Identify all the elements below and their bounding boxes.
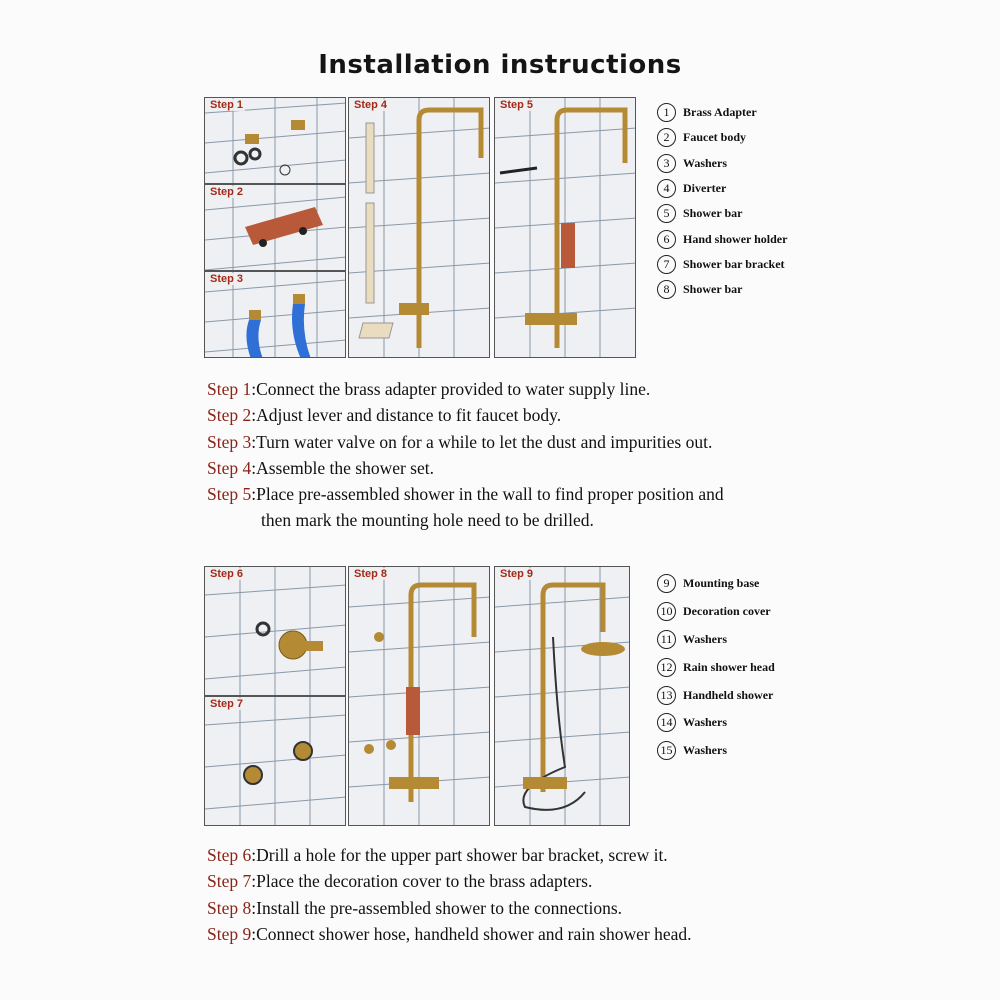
step-text: :Assemble the shower set. xyxy=(251,457,434,478)
step-label: Step 6 xyxy=(207,845,252,865)
step-text: :Adjust lever and distance to fit faucet body. xyxy=(251,405,562,426)
step-text: :Place pre-assembled shower in the wall to find proper position and xyxy=(251,484,724,505)
legend-number: 2 xyxy=(657,128,676,147)
legend-item xyxy=(657,277,787,302)
legend-item xyxy=(657,626,775,654)
parts-legend-top xyxy=(657,100,787,302)
step-text: :Place the decoration cover to the brass adapters. xyxy=(251,871,593,892)
step-label: Step 3 xyxy=(207,431,252,452)
step-7-illustration xyxy=(205,697,346,826)
legend-label: Decoration cover xyxy=(683,604,771,619)
legend-label: Washers xyxy=(683,715,728,730)
legend-item xyxy=(657,176,787,201)
panel-label: Step 3 xyxy=(210,273,244,285)
panel-step-1 xyxy=(204,97,346,184)
legend-label: Handheld shower xyxy=(683,687,774,702)
legend-number: 7 xyxy=(657,255,676,274)
legend-label: Diverter xyxy=(683,181,727,196)
legend-item xyxy=(657,570,775,598)
parts-legend-bottom xyxy=(657,570,775,765)
step-label: Step 8 xyxy=(207,897,252,918)
panel-step-2 xyxy=(204,184,346,271)
legend-number: 4 xyxy=(657,179,676,198)
step-line xyxy=(207,842,692,868)
step-text: then mark the mounting hole need to be drilled. xyxy=(261,510,594,531)
step-line xyxy=(207,402,724,428)
step-line xyxy=(207,481,724,507)
step-line xyxy=(207,921,692,947)
panel-label: Step 7 xyxy=(210,698,244,710)
step-text: :Turn water valve on for a while to let the dust and impurities out. xyxy=(251,431,713,452)
legend-number: 15 xyxy=(657,741,676,760)
step-line xyxy=(207,376,724,402)
panel-label: Step 5 xyxy=(500,99,534,111)
panel-step-3 xyxy=(204,271,346,358)
legend-label: Washers xyxy=(683,743,728,758)
legend-label: Shower bar xyxy=(683,282,743,297)
legend-number: 1 xyxy=(657,103,676,122)
legend-number: 5 xyxy=(657,204,676,223)
legend-number: 8 xyxy=(657,280,676,299)
steps-bottom xyxy=(207,842,692,947)
legend-number: 10 xyxy=(657,602,676,621)
panel-step-8 xyxy=(348,566,490,826)
step-text: :Connect the brass adapter provided to water supply line. xyxy=(251,379,651,399)
panel-step-6 xyxy=(204,566,346,696)
step-line xyxy=(207,429,724,455)
legend-number: 9 xyxy=(657,574,676,593)
panel-step-5 xyxy=(494,97,636,358)
step-line xyxy=(207,868,692,894)
legend-item xyxy=(657,151,787,176)
legend-item xyxy=(657,653,775,681)
legend-number: 13 xyxy=(657,686,676,705)
panel-label: Step 8 xyxy=(354,568,388,580)
step-text: :Drill a hole for the upper part shower bar bracket, screw it. xyxy=(251,845,668,865)
step-9-illustration xyxy=(495,567,630,826)
legend-item xyxy=(657,201,787,226)
step-label: Step 4 xyxy=(207,457,252,478)
legend-label: Faucet body xyxy=(683,130,746,145)
legend-item xyxy=(657,681,775,709)
panel-step-7 xyxy=(204,696,346,826)
step-6-illustration xyxy=(205,567,346,696)
panel-step-4 xyxy=(348,97,490,358)
step-label: Step 9 xyxy=(207,923,252,944)
legend-label: Rain shower head xyxy=(683,659,775,674)
legend-label: Shower bar bracket xyxy=(683,256,785,271)
legend-item xyxy=(657,598,775,626)
legend-label: Brass Adapter xyxy=(683,105,757,120)
legend-item xyxy=(657,125,787,150)
legend-number: 14 xyxy=(657,713,676,732)
step-label: Step 5 xyxy=(207,484,252,505)
legend-number: 12 xyxy=(657,658,676,677)
step-4-illustration xyxy=(349,98,490,358)
panel-label: Step 6 xyxy=(210,568,244,580)
legend-number: 6 xyxy=(657,230,676,249)
page-title: Installation instructions xyxy=(318,50,682,80)
legend-item xyxy=(657,737,775,765)
legend-item xyxy=(657,100,787,125)
step-text: :Connect shower hose, handheld shower and rain shower head. xyxy=(251,923,692,944)
step-8-illustration xyxy=(349,567,490,826)
legend-label: Washers xyxy=(683,155,728,170)
step-label: Step 7 xyxy=(207,871,252,892)
legend-number: 11 xyxy=(657,630,676,649)
legend-item xyxy=(657,252,787,277)
legend-item xyxy=(657,226,787,251)
legend-item xyxy=(657,709,775,737)
steps-top xyxy=(207,376,724,534)
step-label: Step 2 xyxy=(207,405,252,426)
step-line-continuation xyxy=(207,507,724,533)
panel-label: Step 4 xyxy=(354,99,388,111)
panel-label: Step 1 xyxy=(210,99,244,111)
step-text: :Install the pre-assembled shower to the connections. xyxy=(251,897,623,918)
step-5-illustration xyxy=(495,98,636,358)
legend-label: Hand shower holder xyxy=(683,231,788,246)
legend-number: 3 xyxy=(657,154,676,173)
step-line xyxy=(207,895,692,921)
step-label: Step 1 xyxy=(207,379,252,399)
legend-label: Washers xyxy=(683,631,728,646)
panel-label: Step 9 xyxy=(500,568,534,580)
panel-step-9 xyxy=(494,566,630,826)
panel-label: Step 2 xyxy=(210,186,244,198)
legend-label: Mounting base xyxy=(683,576,760,591)
legend-label: Shower bar xyxy=(683,206,743,221)
step-line xyxy=(207,455,724,481)
